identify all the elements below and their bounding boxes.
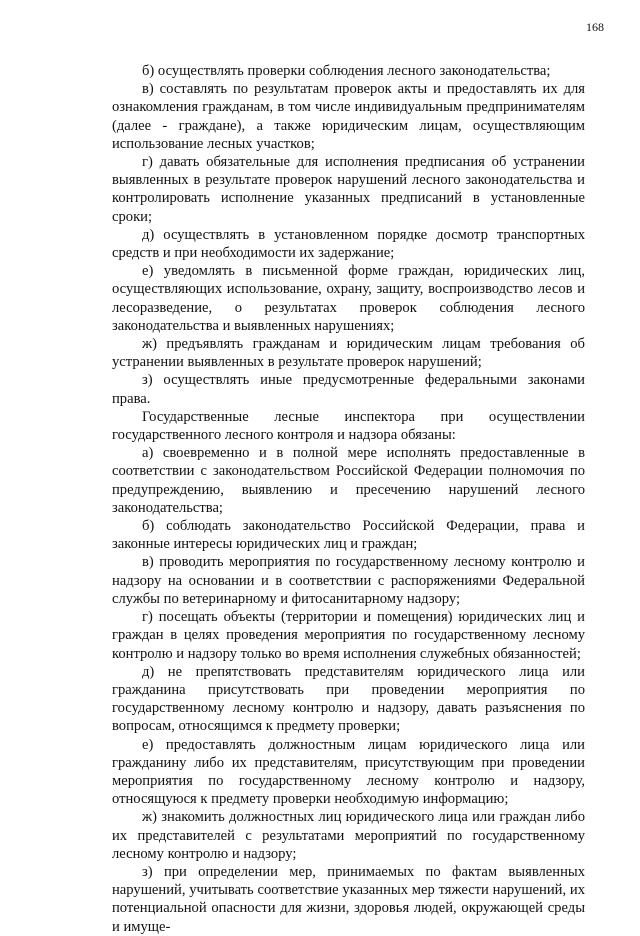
page-number: 168 [586, 20, 604, 34]
paragraph-g-visit-objects: г) посещать объекты (территории и помещения) юридических лиц и граждан в целях проведения мероприятия по государственному лесному контролю и надзору только во время исполнения служебных обязанностей; [112, 609, 585, 662]
paragraph-g-orders: г) давать обязательные для исполнения предписания об устранении выявленных в результате проверок нарушений лесного законодательства и контролировать исполнение указанных предписаний в установленные сроки; [112, 154, 585, 225]
paragraph-zh-acquaint-results: ж) знакомить должностных лиц юридического лица или граждан либо их представителей с результатами мероприятий по государственному лесному контролю и надзору; [112, 809, 585, 862]
paragraph-d-not-obstruct: д) не препятствовать представителям юридического лица или гражданина присутствовать при проведении мероприятия по государственному лесному контролю и надзору, давать разъяснения по вопросам, относящимся к предмету проверки; [112, 663, 585, 735]
document-body [112, 62, 585, 936]
paragraph-z-other-rights: з) осуществлять иные предусмотренные федеральными законами права. [112, 372, 585, 407]
paragraph-d-vehicle-inspection: д) осуществлять в установленном порядке досмотр транспортных средств и при необходимости их задержание; [112, 226, 585, 262]
paragraph-e-notify: е) уведомлять в письменной форме граждан, юридических лиц, осуществляющих использование, охрану, защиту, воспроизводство лесов и лесоразведение, о результатах проверок соблюдения лесного законодательства и выявленных нарушениях; [112, 263, 585, 334]
paragraph-a-exercise-powers: а) своевременно и в полной мере исполнять предоставленные в соответствии с законодательством Российской Федерации полномочия по предупреждению, выявлению и пресечению нарушений лесного законодательства; [112, 445, 585, 516]
paragraph-v-conduct-measures: в) проводить мероприятия по государственному лесному контролю и надзору на основании и в соответствии с распоряжениями Федеральной службы по ветеринарному и фитосанитарному надзору; [112, 554, 585, 607]
paragraph-z-determine-measures: з) при определении мер, принимаемых по фактам выявленных нарушений, учитывать соответствие указанных мер тяжести нарушений, их потенциальной опасности для жизни, здоровья людей, окружающей среды и имуще- [112, 863, 585, 935]
paragraph-b-inspections: б) осуществлять проверки соблюдения лесного законодательства; [142, 63, 551, 79]
paragraph-b-comply-law: б) соблюдать законодательство Российской Федерации, права и законные интересы юридических лиц и граждан; [112, 518, 585, 553]
paragraph-v-acts: в) составлять по результатам проверок акты и предоставлять их для ознакомления гражданам, в том числе индивидуальным предпринимателям (далее - граждане), а также юридическим лицам, осуществляющим использование лесных участков; [112, 81, 585, 152]
paragraph-obligations-intro: Государственные лесные инспектора при осуществлении государственного лесного контроля и надзора обязаны: [112, 408, 585, 444]
paragraph-e-provide-info: е) предоставлять должностным лицам юридического лица или гражданину либо их представителям, присутствующим при проведении мероприятия по государственному лесному контролю и надзору, относящуюся к предмету проверки необходимую информацию; [112, 736, 585, 808]
paragraph-zh-demands: ж) предъявлять гражданам и юридическим лицам требования об устранении выявленных в результате проверок нарушений; [112, 336, 585, 371]
